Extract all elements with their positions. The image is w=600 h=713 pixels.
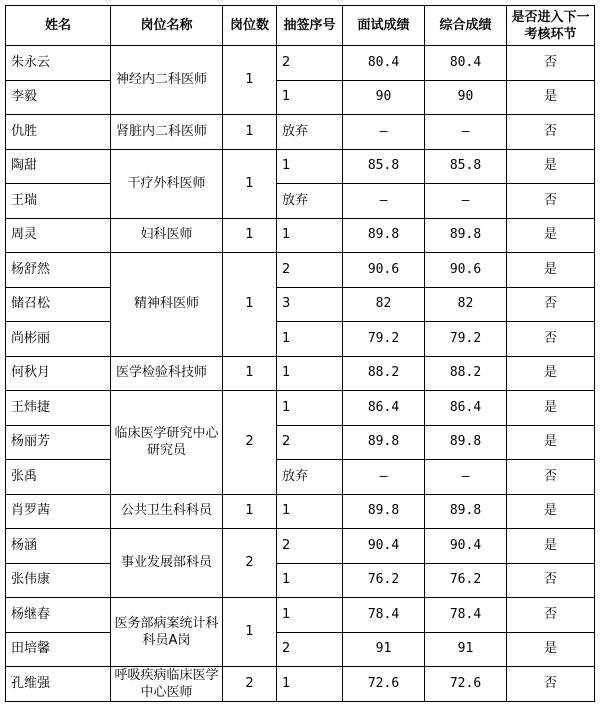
score-table-container: [5, 5, 595, 702]
quota-cell: 2: [223, 391, 277, 495]
quota-cell: 1: [223, 356, 277, 391]
total-cell: 90.4: [425, 529, 507, 564]
interview-cell: 88.2: [343, 356, 425, 391]
header-position: 岗位名称: [111, 6, 223, 46]
next-cell: 否: [507, 563, 595, 598]
position-cell: 呼吸疾病临床医学中心医师: [111, 667, 223, 702]
total-cell: 89.8: [425, 425, 507, 460]
position-cell: 神经内二科医师: [111, 46, 223, 115]
name-cell: 仇胜: [6, 115, 111, 150]
next-cell: 否: [507, 115, 595, 150]
total-cell: 80.4: [425, 46, 507, 81]
total-cell: 90: [425, 80, 507, 115]
name-cell: 孔维强: [6, 667, 111, 702]
next-cell: 是: [507, 80, 595, 115]
table-row: [6, 253, 595, 288]
table-row: [6, 322, 595, 357]
name-cell: 王瑞: [6, 184, 111, 219]
interview-cell: 90: [343, 80, 425, 115]
table-row: [6, 425, 595, 460]
total-cell: 90.6: [425, 253, 507, 288]
name-cell: 陶甜: [6, 149, 111, 184]
next-cell: 是: [507, 529, 595, 564]
table-row: [6, 460, 595, 495]
header-quota: 岗位数: [223, 6, 277, 46]
draw-cell: 1: [277, 322, 343, 357]
total-cell: 72.6: [425, 667, 507, 702]
draw-cell: 1: [277, 80, 343, 115]
next-cell: 否: [507, 322, 595, 357]
draw-cell: 1: [277, 494, 343, 529]
table-row: [6, 563, 595, 598]
draw-cell: 2: [277, 425, 343, 460]
position-cell: 肾脏内二科医师: [111, 115, 223, 150]
quota-cell: 2: [223, 667, 277, 702]
next-cell: 否: [507, 46, 595, 81]
name-cell: 张伟康: [6, 563, 111, 598]
table-row: [6, 356, 595, 391]
quota-cell: 1: [223, 218, 277, 253]
draw-cell: 1: [277, 218, 343, 253]
total-cell: 79.2: [425, 322, 507, 357]
draw-cell: 3: [277, 287, 343, 322]
score-table: [5, 5, 595, 702]
header-total: 综合成绩: [425, 6, 507, 46]
interview-cell: 90.4: [343, 529, 425, 564]
header-name: 姓名: [6, 6, 111, 46]
table-row: [6, 529, 595, 564]
table-row: [6, 632, 595, 667]
interview-cell: 85.8: [343, 149, 425, 184]
total-cell: 89.8: [425, 494, 507, 529]
next-cell: 是: [507, 149, 595, 184]
interview-cell: 82: [343, 287, 425, 322]
total-cell: –: [425, 460, 507, 495]
total-cell: 91: [425, 632, 507, 667]
draw-cell: 1: [277, 149, 343, 184]
quota-cell: 1: [223, 598, 277, 667]
table-row: [6, 46, 595, 81]
name-cell: 杨丽芳: [6, 425, 111, 460]
name-cell: 张禹: [6, 460, 111, 495]
quota-cell: 1: [223, 46, 277, 115]
table-row: [6, 598, 595, 633]
draw-cell: 1: [277, 667, 343, 702]
position-cell: 精神科医师: [111, 253, 223, 357]
next-cell: 是: [507, 391, 595, 426]
draw-cell: 放弃: [277, 115, 343, 150]
table-row: [6, 115, 595, 150]
next-cell: 否: [507, 287, 595, 322]
name-cell: 储召松: [6, 287, 111, 322]
header-interview: 面试成绩: [343, 6, 425, 46]
table-row: [6, 391, 595, 426]
next-cell: 否: [507, 460, 595, 495]
interview-cell: 80.4: [343, 46, 425, 81]
table-row: [6, 667, 595, 702]
interview-cell: 91: [343, 632, 425, 667]
total-cell: 85.8: [425, 149, 507, 184]
header-row: [6, 6, 595, 46]
interview-cell: –: [343, 460, 425, 495]
name-cell: 李毅: [6, 80, 111, 115]
interview-cell: 89.8: [343, 218, 425, 253]
name-cell: 王炜捷: [6, 391, 111, 426]
interview-cell: 90.6: [343, 253, 425, 288]
interview-cell: 78.4: [343, 598, 425, 633]
name-cell: 朱永云: [6, 46, 111, 81]
header-next: 是否进入下一考核环节: [507, 6, 595, 46]
quota-cell: 2: [223, 529, 277, 598]
interview-cell: 79.2: [343, 322, 425, 357]
draw-cell: 2: [277, 253, 343, 288]
total-cell: 89.8: [425, 218, 507, 253]
position-cell: 临床医学研究中心研究员: [111, 391, 223, 495]
total-cell: 86.4: [425, 391, 507, 426]
table-row: [6, 218, 595, 253]
next-cell: 是: [507, 253, 595, 288]
draw-cell: 2: [277, 529, 343, 564]
total-cell: 78.4: [425, 598, 507, 633]
interview-cell: –: [343, 115, 425, 150]
next-cell: 是: [507, 218, 595, 253]
draw-cell: 放弃: [277, 460, 343, 495]
draw-cell: 1: [277, 598, 343, 633]
position-cell: 干疗外科医师: [111, 149, 223, 218]
name-cell: 杨继春: [6, 598, 111, 633]
name-cell: 何秋月: [6, 356, 111, 391]
name-cell: 田培馨: [6, 632, 111, 667]
draw-cell: 1: [277, 563, 343, 598]
name-cell: 杨舒然: [6, 253, 111, 288]
next-cell: 否: [507, 667, 595, 702]
name-cell: 杨涵: [6, 529, 111, 564]
position-cell: 医务部病案统计科科员A岗: [111, 598, 223, 667]
next-cell: 否: [507, 184, 595, 219]
interview-cell: 89.8: [343, 494, 425, 529]
interview-cell: –: [343, 184, 425, 219]
quota-cell: 1: [223, 494, 277, 529]
name-cell: 周灵: [6, 218, 111, 253]
interview-cell: 86.4: [343, 391, 425, 426]
next-cell: 是: [507, 494, 595, 529]
position-cell: 妇科医师: [111, 218, 223, 253]
quota-cell: 1: [223, 149, 277, 218]
position-cell: 医学检验科技师: [111, 356, 223, 391]
interview-cell: 76.2: [343, 563, 425, 598]
next-cell: 否: [507, 598, 595, 633]
table-row: [6, 80, 595, 115]
draw-cell: 1: [277, 356, 343, 391]
header-draw: 抽签序号: [277, 6, 343, 46]
name-cell: 肖罗茜: [6, 494, 111, 529]
table-row: [6, 494, 595, 529]
total-cell: 82: [425, 287, 507, 322]
name-cell: 尚彬丽: [6, 322, 111, 357]
total-cell: 88.2: [425, 356, 507, 391]
total-cell: 76.2: [425, 563, 507, 598]
total-cell: –: [425, 115, 507, 150]
quota-cell: 1: [223, 115, 277, 150]
quota-cell: 1: [223, 253, 277, 357]
next-cell: 是: [507, 425, 595, 460]
draw-cell: 2: [277, 46, 343, 81]
table-row: [6, 184, 595, 219]
next-cell: 是: [507, 356, 595, 391]
next-cell: 是: [507, 632, 595, 667]
table-row: [6, 287, 595, 322]
draw-cell: 2: [277, 632, 343, 667]
interview-cell: 89.8: [343, 425, 425, 460]
total-cell: –: [425, 184, 507, 219]
table-row: [6, 149, 595, 184]
draw-cell: 放弃: [277, 184, 343, 219]
position-cell: 公共卫生科科员: [111, 494, 223, 529]
interview-cell: 72.6: [343, 667, 425, 702]
position-cell: 事业发展部科员: [111, 529, 223, 598]
draw-cell: 1: [277, 391, 343, 426]
